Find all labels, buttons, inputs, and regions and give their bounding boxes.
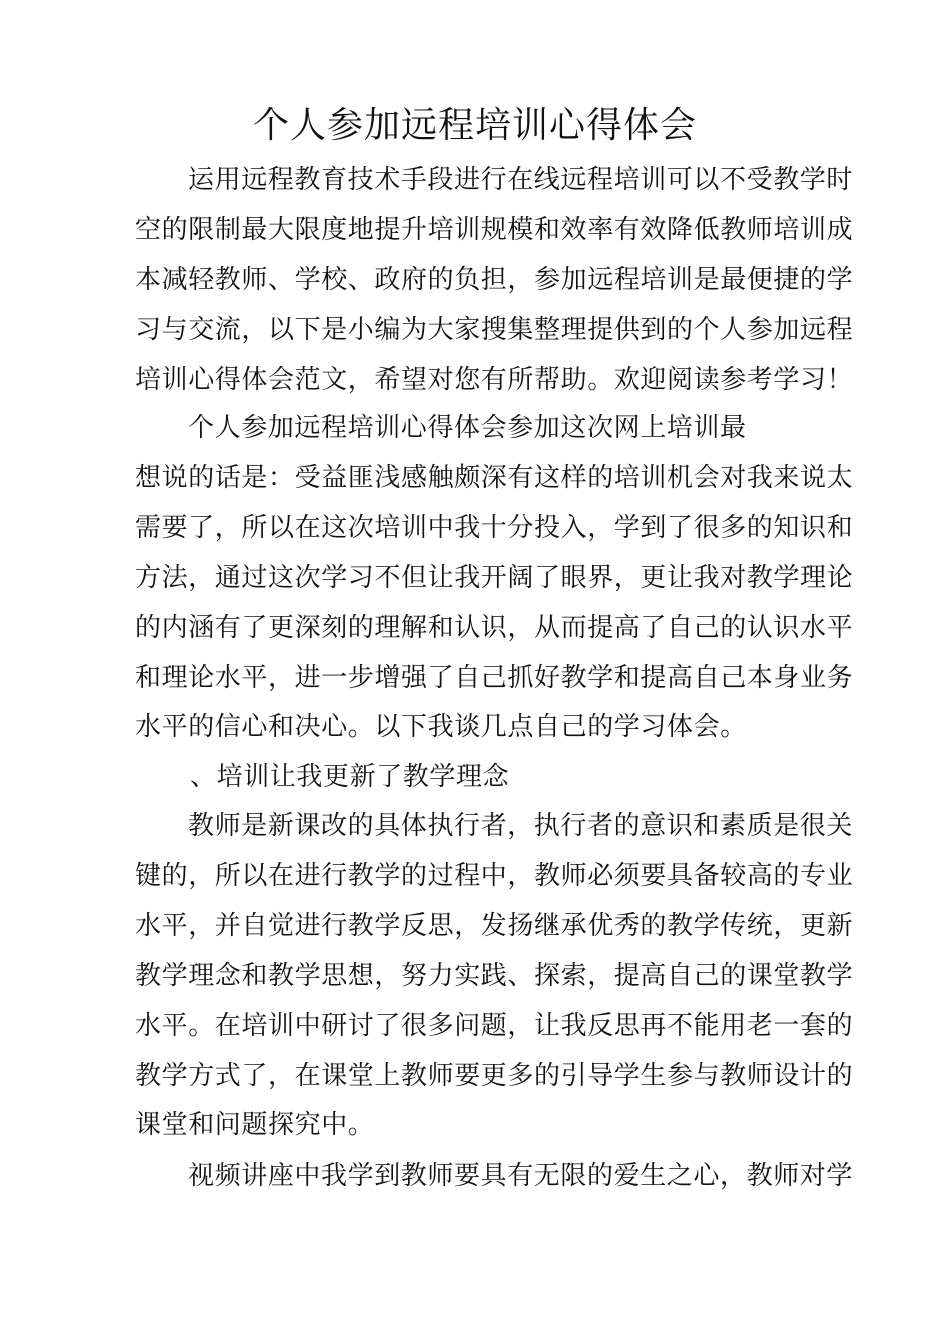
text-line: 键的，所以在进行教学的过程中，教师必须要具备较高的专业 [135, 861, 854, 891]
document-title: 个人参加远程培训心得体会 [252, 105, 697, 146]
text-line: 方法，通过这次学习不但让我开阔了眼界，更让我对教学理论 [135, 563, 854, 593]
text-line: 习与交流，以下是小编为大家搜集整理提供到的个人参加远程 [135, 315, 854, 345]
text-line: 和理论水平，进一步增强了自己抓好教学和提高自己本身业务 [135, 663, 854, 693]
text-line: 的内涵有了更深刻的理解和认识，从而提高了自己的认识水平 [135, 613, 854, 643]
text-line: 水平的信心和决心。以下我谈几点自己的学习体会。 [135, 712, 747, 742]
text-line: 教师是新课改的具体执行者，执行者的意识和素质是很关 [188, 811, 854, 841]
text-line: 培训心得体会范文，希望对您有所帮助。欢迎阅读参考学习！ [135, 365, 854, 395]
text-line: 视频讲座中我学到教师要具有无限的爱生之心，教师对学 [188, 1161, 854, 1191]
text-line: 教学方式了，在课堂上教师要更多的引导学生参与教师设计的 [135, 1061, 854, 1091]
text-line: 空的限制最大限度地提升培训规模和效率有效降低教师培训成 [135, 215, 854, 245]
text-line: 教学理念和教学思想，努力实践、探索，提高自己的课堂教学 [135, 961, 854, 991]
text-line: 个人参加远程培训心得体会参加这次网上培训最 [188, 413, 747, 443]
text-line: 水平，并自觉进行教学反思，发扬继承优秀的教学传统，更新 [135, 911, 854, 941]
text-line: 运用远程教育技术手段进行在线远程培训可以不受教学时 [188, 165, 854, 195]
text-line: 本减轻教师、学校、政府的负担，参加远程培训是最便捷的学 [135, 265, 854, 295]
text-line: 课堂和问题探究中。 [135, 1110, 375, 1140]
text-line: 水平。在培训中研讨了很多问题，让我反思再不能用老一套的 [135, 1011, 854, 1041]
text-line: 需要了，所以在这次培训中我十分投入，学到了很多的知识和 [135, 513, 854, 543]
section-heading: 、培训让我更新了教学理念 [190, 762, 510, 792]
text-line: 想说的话是：受益匪浅感触颇深有这样的培训机会对我来说太 [135, 463, 854, 493]
